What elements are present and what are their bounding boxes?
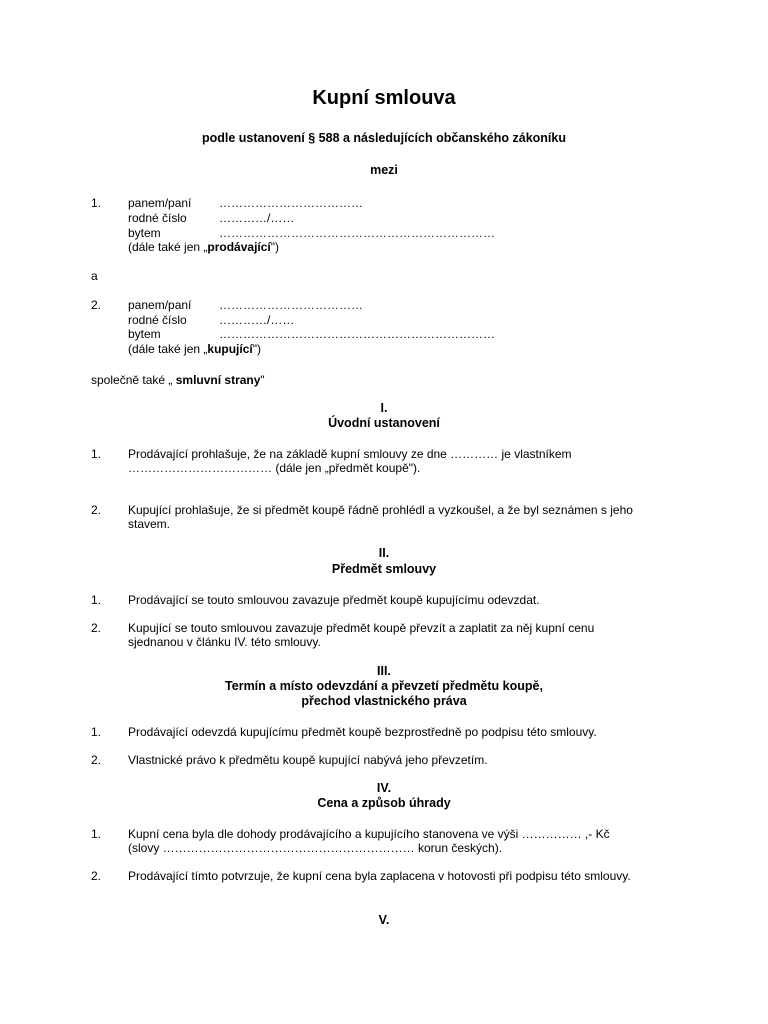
clause-text: stavem. [128, 517, 171, 531]
clause-text: ……………………………… (dále jen „předmět koupě"). [128, 461, 421, 475]
clause-text: Prodávající tímto potvrzuje, že kupní cena byla zaplacena v hotovosti při podpisu této smlouvy. [128, 869, 631, 883]
party-role-note: (dále také jen „kupující") [128, 342, 261, 356]
clause-text: Prodávající odevzdá kupujícímu předmět koupě bezprostředně po podpisu této smlouvy. [128, 725, 597, 739]
section-heading: Termín a místo odevzdání a převzetí předmětu koupě, [225, 679, 543, 693]
party-name-label: panem/paní [128, 298, 192, 312]
section-heading: Cena a způsob úhrady [317, 796, 451, 810]
party-name-label: panem/paní [128, 196, 192, 210]
contracting-parties-note: společně také „ smluvní strany" [91, 373, 265, 387]
clause-number: 2. [91, 621, 102, 635]
party-id-label: rodné číslo [128, 313, 187, 327]
section-number: III. [377, 664, 391, 678]
clause-number: 1. [91, 447, 102, 461]
section-number: IV. [376, 781, 392, 795]
party-address-label: bytem [128, 226, 161, 240]
party-number: 1. [91, 196, 102, 210]
party-id-label: rodné číslo [128, 211, 187, 225]
document-subtitle: podle ustanovení § 588 a následujících občanského zákoníku [201, 131, 566, 145]
party-address-label: bytem [128, 327, 161, 341]
clause-number: 1. [91, 827, 102, 841]
between-label: mezi [370, 163, 398, 177]
clause-text: Kupující prohlašuje, že si předmět koupě řádně prohlédl a vyzkoušel, a že byl seznámen s jeho [128, 503, 633, 517]
section-number: V. [378, 913, 390, 927]
section-heading: přechod vlastnického práva [301, 694, 467, 708]
clause-number: 2. [91, 753, 102, 767]
section-number: I. [380, 401, 388, 415]
and-label: a [91, 269, 98, 283]
party-name-value: ……………………………… [219, 298, 363, 312]
party-id-value: …………/…… [219, 211, 295, 225]
clause-number: 1. [91, 725, 102, 739]
party-name-value: ……………………………… [219, 196, 363, 210]
party-id-value: …………/…… [219, 313, 295, 327]
clause-text: sjednanou v článku IV. této smlouvy. [128, 635, 321, 649]
clause-number: 1. [91, 593, 102, 607]
clause-text: Kupující se touto smlouvou zavazuje předmět koupě převzít a zaplatit za něj kupní cenu [128, 621, 595, 635]
clause-text: (slovy ……………………………………………………… korun českých). [128, 841, 503, 855]
document-title: Kupní smlouva [312, 87, 456, 109]
clause-number: 2. [91, 503, 102, 517]
clause-text: Prodávající prohlašuje, že na základě kupní smlouvy ze dne ………… je vlastníkem [128, 447, 572, 461]
section-number: II. [378, 546, 390, 560]
clause-text: Vlastnické právo k předmětu koupě kupující nabývá jeho převzetím. [128, 753, 488, 767]
party-address-value: …………………………………………………………… [219, 226, 495, 240]
party-role-note: (dále také jen „prodávající") [128, 240, 280, 254]
clause-text: Kupní cena byla dle dohody prodávajícího a kupujícího stanovena ve výši …………… ,- Kč [128, 827, 610, 841]
clause-text: Prodávající se touto smlouvou zavazuje předmět koupě kupujícímu odevzdat. [128, 593, 540, 607]
clause-number: 2. [91, 869, 102, 883]
section-heading: Úvodní ustanovení [328, 416, 440, 430]
section-heading: Předmět smlouvy [331, 562, 437, 576]
party-number: 2. [91, 298, 102, 312]
party-address-value: …………………………………………………………… [219, 327, 495, 341]
